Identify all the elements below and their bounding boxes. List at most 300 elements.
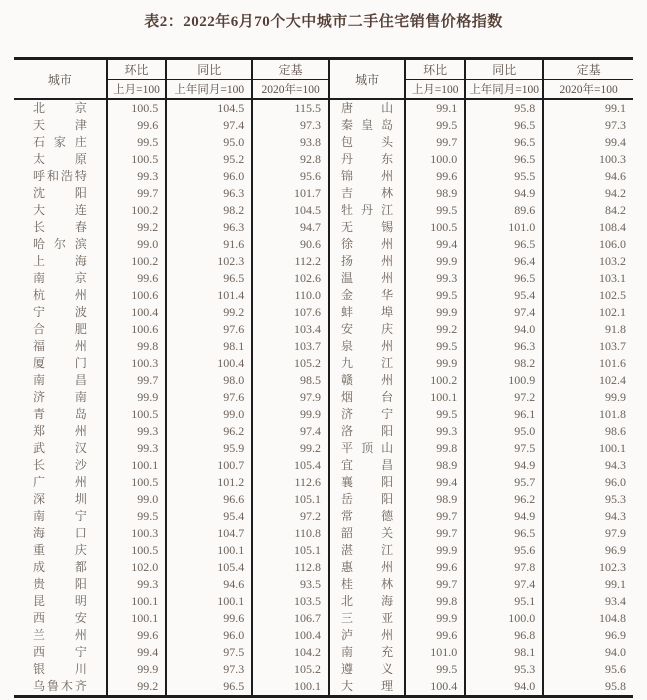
mom-cell-left: 99.6: [107, 270, 166, 287]
fixed-cell-right: 106.0: [543, 236, 633, 253]
city-cell-right: 锦州: [329, 168, 405, 185]
city-cell-right: 金华: [329, 287, 405, 304]
yoy-cell-right: 98.2: [465, 355, 543, 372]
table-row: [14, 338, 633, 355]
table-row: [14, 185, 633, 202]
mom-cell-right: 98.9: [405, 457, 465, 474]
yoy-cell-left: 96.3: [166, 185, 252, 202]
city-cell-right: 南充: [329, 644, 405, 661]
yoy-cell-left: 95.0: [166, 134, 252, 151]
fixed-cell-left: 104.2: [252, 644, 329, 661]
city-cell-left: 兰州: [33, 628, 87, 642]
yoy-cell-right: 95.6: [465, 542, 543, 559]
yoy-cell-right: 96.8: [465, 627, 543, 644]
city-cell-left: 厦门: [33, 356, 87, 370]
yoy-cell-right: 95.5: [465, 168, 543, 185]
mom-cell-right: 99.3: [405, 423, 465, 440]
city-cell-right: 遵义: [329, 661, 405, 678]
mom-cell-left: 99.5: [107, 508, 166, 525]
fixed-cell-right: 99.1: [543, 99, 633, 117]
table-header: [14, 59, 633, 100]
city-cell-right: 包头: [329, 134, 405, 151]
yoy-cell-right: 94.0: [465, 678, 543, 697]
yoy-cell-right: 89.6: [465, 202, 543, 219]
city-cell-right: 扬州: [329, 253, 405, 270]
city-cell-right: 惠州: [329, 559, 405, 576]
yoy-cell-right: 95.4: [465, 287, 543, 304]
city-cell-right: 常德: [329, 508, 405, 525]
table-row: [14, 236, 633, 253]
mom-cell-left: 99.2: [107, 219, 166, 236]
city-cell-right: 唐山: [329, 99, 405, 117]
city-cell-left: 贵阳: [33, 577, 87, 591]
mom-cell-right: 99.5: [405, 406, 465, 423]
yoy-cell-left: 98.1: [166, 338, 252, 355]
city-cell-left: 南京: [33, 271, 87, 285]
yoy-cell-left: 104.7: [166, 525, 252, 542]
fixed-cell-left: 98.5: [252, 372, 329, 389]
yoy-cell-left: 95.9: [166, 440, 252, 457]
yoy-cell-left: 96.6: [166, 491, 252, 508]
fixed-cell-right: 99.9: [543, 389, 633, 406]
yoy-cell-right: 98.1: [465, 644, 543, 661]
fixed-cell-right: 102.3: [543, 559, 633, 576]
yoy-cell-left: 100.4: [166, 355, 252, 372]
fixed-cell-right: 91.8: [543, 321, 633, 338]
mom-cell-right: 99.4: [405, 474, 465, 491]
yoy-cell-right: 95.3: [465, 661, 543, 678]
city-cell-left: 呼和浩特: [33, 169, 87, 183]
city-cell-right: 岳阳: [329, 491, 405, 508]
city-cell-left: 重庆: [33, 543, 87, 557]
yoy-cell-left: 105.4: [166, 559, 252, 576]
fixed-cell-right: 97.3: [543, 117, 633, 134]
yoy-cell-left: 97.4: [166, 117, 252, 134]
mom-cell-right: 99.5: [405, 117, 465, 134]
yoy-cell-right: 96.2: [465, 491, 543, 508]
mom-cell-left: 100.6: [107, 287, 166, 304]
yoy-cell-left: 97.5: [166, 644, 252, 661]
yoy-cell-left: 95.2: [166, 151, 252, 168]
city-cell-right: 平顶山: [329, 440, 405, 457]
mom-cell-right: 99.9: [405, 253, 465, 270]
yoy-cell-right: 96.5: [465, 236, 543, 253]
table-row: [14, 253, 633, 270]
city-cell-right: 宜昌: [329, 457, 405, 474]
fixed-cell-right: 95.8: [543, 678, 633, 697]
yoy-cell-right: 95.0: [465, 423, 543, 440]
mom-cell-left: 100.4: [107, 304, 166, 321]
city-cell-left: 南宁: [33, 509, 87, 523]
mom-cell-left: 99.2: [107, 678, 166, 697]
mom-cell-left: 99.8: [107, 338, 166, 355]
yoy-cell-right: 97.5: [465, 440, 543, 457]
yoy-cell-right: 100.0: [465, 610, 543, 627]
yoy-cell-right: 96.5: [465, 270, 543, 287]
fixed-cell-right: 104.8: [543, 610, 633, 627]
mom-cell-right: 99.7: [405, 576, 465, 593]
city-cell-left: 济南: [33, 390, 87, 404]
city-cell-left: 哈尔滨: [33, 237, 87, 251]
city-cell-left: 成都: [33, 560, 87, 574]
fixed-cell-right: 94.6: [543, 168, 633, 185]
yoy-cell-right: 97.8: [465, 559, 543, 576]
table-row: [14, 644, 633, 661]
fixed-cell-right: 94.3: [543, 457, 633, 474]
city-cell-left: 长春: [33, 220, 87, 234]
city-cell-right: 北海: [329, 593, 405, 610]
city-cell-right: 桂林: [329, 576, 405, 593]
fixed-cell-right: 102.5: [543, 287, 633, 304]
header-mom-right: 环比: [405, 59, 465, 80]
mom-cell-right: 100.5: [405, 219, 465, 236]
table-row: [14, 355, 633, 372]
city-cell-left: 杭州: [33, 288, 87, 302]
city-cell-left: 郑州: [33, 424, 87, 438]
fixed-cell-right: 100.3: [543, 151, 633, 168]
mom-cell-right: 99.9: [405, 304, 465, 321]
yoy-cell-right: 95.7: [465, 474, 543, 491]
fixed-cell-left: 93.5: [252, 576, 329, 593]
city-cell-left: 西安: [33, 611, 87, 625]
city-cell-right: 大理: [329, 678, 405, 697]
fixed-cell-right: 102.1: [543, 304, 633, 321]
mom-cell-right: 100.0: [405, 151, 465, 168]
mom-cell-left: 100.1: [107, 593, 166, 610]
fixed-cell-right: 99.4: [543, 134, 633, 151]
table-row: [14, 287, 633, 304]
table-row: [14, 474, 633, 491]
header-city-left: 城市: [14, 59, 107, 100]
yoy-cell-right: 95.1: [465, 593, 543, 610]
city-cell-right: 襄阳: [329, 474, 405, 491]
header-fixed-base-right: 2020年=100: [543, 80, 633, 100]
city-cell-right: 牡丹江: [329, 202, 405, 219]
fixed-cell-left: 99.2: [252, 440, 329, 457]
city-cell-left: 武汉: [33, 441, 87, 455]
yoy-cell-left: 98.2: [166, 202, 252, 219]
fixed-cell-right: 94.2: [543, 185, 633, 202]
city-cell-right: 安庆: [329, 321, 405, 338]
yoy-cell-left: 96.5: [166, 678, 252, 697]
mom-cell-right: 99.3: [405, 270, 465, 287]
city-cell-right: 洛阳: [329, 423, 405, 440]
yoy-cell-left: 96.5: [166, 270, 252, 287]
city-cell-right: 丹东: [329, 151, 405, 168]
table-row: [14, 542, 633, 559]
city-cell-left: 长沙: [33, 458, 87, 472]
fixed-cell-left: 103.7: [252, 338, 329, 355]
yoy-cell-right: 94.9: [465, 457, 543, 474]
fixed-cell-left: 110.8: [252, 525, 329, 542]
fixed-cell-right: 102.4: [543, 372, 633, 389]
mom-cell-left: 100.3: [107, 525, 166, 542]
fixed-cell-right: 103.2: [543, 253, 633, 270]
yoy-cell-right: 96.4: [465, 253, 543, 270]
table-body: [14, 99, 633, 697]
city-cell-right: 泉州: [329, 338, 405, 355]
yoy-cell-left: 96.2: [166, 423, 252, 440]
price-index-table: [14, 57, 633, 698]
mom-cell-left: 100.5: [107, 474, 166, 491]
city-cell-left: 宁波: [33, 305, 87, 319]
city-cell-left: 太原: [33, 152, 87, 166]
fixed-cell-left: 97.3: [252, 117, 329, 134]
yoy-cell-left: 97.6: [166, 389, 252, 406]
yoy-cell-left: 99.0: [166, 406, 252, 423]
header-yoy-left: 同比: [166, 59, 252, 80]
yoy-cell-left: 94.6: [166, 576, 252, 593]
city-cell-left: 广州: [33, 475, 87, 489]
fixed-cell-left: 101.7: [252, 185, 329, 202]
header-fixed-base-left: 2020年=100: [252, 80, 329, 100]
city-cell-left: 大连: [33, 203, 87, 217]
table-row: [14, 134, 633, 151]
city-cell-right: 无锡: [329, 219, 405, 236]
table-row: [14, 508, 633, 525]
header-mom-base-right: 上月=100: [405, 80, 465, 100]
city-cell-right: 蚌埠: [329, 304, 405, 321]
city-cell-left: 青岛: [33, 407, 87, 421]
mom-cell-left: 100.2: [107, 253, 166, 270]
city-cell-right: 吉林: [329, 185, 405, 202]
table-row: [14, 559, 633, 576]
city-cell-right: 韶关: [329, 525, 405, 542]
fixed-cell-left: 102.6: [252, 270, 329, 287]
table-row: [14, 202, 633, 219]
fixed-cell-left: 93.8: [252, 134, 329, 151]
mom-cell-right: 98.9: [405, 491, 465, 508]
yoy-cell-right: 94.9: [465, 185, 543, 202]
fixed-cell-left: 97.9: [252, 389, 329, 406]
mom-cell-right: 99.5: [405, 338, 465, 355]
fixed-cell-right: 99.1: [543, 576, 633, 593]
city-cell-right: 烟台: [329, 389, 405, 406]
table-row: [14, 440, 633, 457]
mom-cell-left: 99.6: [107, 117, 166, 134]
mom-cell-left: 102.0: [107, 559, 166, 576]
yoy-cell-right: 96.5: [465, 151, 543, 168]
yoy-cell-left: 101.2: [166, 474, 252, 491]
yoy-cell-right: 96.1: [465, 406, 543, 423]
mom-cell-left: 99.4: [107, 644, 166, 661]
mom-cell-right: 100.2: [405, 372, 465, 389]
city-cell-left: 昆明: [33, 594, 87, 608]
mom-cell-left: 99.3: [107, 440, 166, 457]
yoy-cell-right: 96.5: [465, 525, 543, 542]
city-cell-right: 湛江: [329, 542, 405, 559]
mom-cell-left: 99.6: [107, 627, 166, 644]
fixed-cell-left: 100.1: [252, 678, 329, 697]
mom-cell-right: 99.7: [405, 525, 465, 542]
header-mom-base-left: 上月=100: [107, 80, 166, 100]
table-row: [14, 593, 633, 610]
yoy-cell-left: 97.6: [166, 321, 252, 338]
fixed-cell-left: 90.6: [252, 236, 329, 253]
yoy-cell-left: 101.4: [166, 287, 252, 304]
fixed-cell-left: 105.2: [252, 355, 329, 372]
yoy-cell-right: 96.5: [465, 134, 543, 151]
fixed-cell-right: 93.4: [543, 593, 633, 610]
table-row: [14, 576, 633, 593]
mom-cell-right: 99.2: [405, 321, 465, 338]
mom-cell-left: 99.3: [107, 576, 166, 593]
city-cell-right: 三亚: [329, 610, 405, 627]
mom-cell-right: 99.5: [405, 202, 465, 219]
yoy-cell-left: 100.7: [166, 457, 252, 474]
mom-cell-left: 99.9: [107, 389, 166, 406]
mom-cell-right: 99.6: [405, 559, 465, 576]
fixed-cell-right: 96.9: [543, 542, 633, 559]
fixed-cell-left: 92.8: [252, 151, 329, 168]
table-row: [14, 406, 633, 423]
city-cell-left: 深圳: [33, 492, 87, 506]
yoy-cell-left: 96.0: [166, 627, 252, 644]
mom-cell-left: 100.5: [107, 151, 166, 168]
table-row: [14, 423, 633, 440]
fixed-cell-left: 112.2: [252, 253, 329, 270]
fixed-cell-left: 105.1: [252, 542, 329, 559]
table-row: [14, 321, 633, 338]
mom-cell-left: 100.6: [107, 321, 166, 338]
yoy-cell-left: 96.0: [166, 168, 252, 185]
mom-cell-right: 99.9: [405, 355, 465, 372]
mom-cell-right: 101.0: [405, 644, 465, 661]
table-row: [14, 304, 633, 321]
mom-cell-right: 99.7: [405, 134, 465, 151]
fixed-cell-right: 84.2: [543, 202, 633, 219]
city-cell-left: 北京: [33, 101, 87, 115]
table-row: [14, 491, 633, 508]
mom-cell-right: 99.9: [405, 610, 465, 627]
yoy-cell-right: 94.0: [465, 321, 543, 338]
fixed-cell-left: 99.9: [252, 406, 329, 423]
fixed-cell-left: 105.2: [252, 661, 329, 678]
mom-cell-right: 99.6: [405, 168, 465, 185]
yoy-cell-right: 96.3: [465, 338, 543, 355]
page-title: 表2：2022年6月70个大中城市二手住宅销售价格指数: [144, 14, 503, 30]
fixed-cell-right: 101.6: [543, 355, 633, 372]
city-cell-right: 济宁: [329, 406, 405, 423]
yoy-cell-left: 100.1: [166, 593, 252, 610]
city-cell-left: 天津: [33, 118, 87, 132]
mom-cell-right: 99.6: [405, 627, 465, 644]
yoy-cell-left: 97.3: [166, 661, 252, 678]
table-row: [14, 678, 633, 697]
fixed-cell-left: 115.5: [252, 99, 329, 117]
table-row: [14, 389, 633, 406]
fixed-cell-left: 103.4: [252, 321, 329, 338]
mom-cell-right: 99.5: [405, 661, 465, 678]
city-cell-right: 九江: [329, 355, 405, 372]
yoy-cell-left: 99.2: [166, 304, 252, 321]
city-cell-right: 徐州: [329, 236, 405, 253]
mom-cell-left: 100.3: [107, 355, 166, 372]
fixed-cell-left: 112.8: [252, 559, 329, 576]
fixed-cell-left: 106.7: [252, 610, 329, 627]
mom-cell-right: 98.9: [405, 185, 465, 202]
yoy-cell-left: 102.3: [166, 253, 252, 270]
fixed-cell-right: 97.9: [543, 525, 633, 542]
fixed-cell-right: 108.4: [543, 219, 633, 236]
city-cell-right: 秦皇岛: [329, 117, 405, 134]
fixed-cell-right: 100.1: [543, 440, 633, 457]
mom-cell-left: 100.1: [107, 610, 166, 627]
yoy-cell-left: 96.3: [166, 219, 252, 236]
city-cell-left: 沈阳: [33, 186, 87, 200]
mom-cell-left: 100.5: [107, 406, 166, 423]
fixed-cell-left: 94.7: [252, 219, 329, 236]
yoy-cell-left: 104.5: [166, 99, 252, 117]
yoy-cell-right: 95.8: [465, 99, 543, 117]
table-row: [14, 151, 633, 168]
fixed-cell-left: 112.6: [252, 474, 329, 491]
fixed-cell-right: 96.0: [543, 474, 633, 491]
table-row: [14, 661, 633, 678]
mom-cell-right: 99.4: [405, 236, 465, 253]
yoy-cell-right: 101.0: [465, 219, 543, 236]
table-row: [14, 457, 633, 474]
table-row: [14, 117, 633, 134]
fixed-cell-left: 105.4: [252, 457, 329, 474]
fixed-cell-right: 95.6: [543, 661, 633, 678]
city-cell-left: 石家庄: [33, 135, 87, 149]
header-fixed-right: 定基: [543, 59, 633, 80]
table-row: [14, 610, 633, 627]
city-cell-left: 南昌: [33, 373, 87, 387]
city-cell-left: 上海: [33, 254, 87, 268]
yoy-cell-right: 100.9: [465, 372, 543, 389]
mom-cell-left: 99.5: [107, 134, 166, 151]
header-yoy-base-right: 上年同月=100: [465, 80, 543, 100]
fixed-cell-right: 103.7: [543, 338, 633, 355]
table-row: [14, 627, 633, 644]
yoy-cell-right: 97.4: [465, 576, 543, 593]
yoy-cell-left: 98.0: [166, 372, 252, 389]
table-row: [14, 219, 633, 236]
city-cell-left: 合肥: [33, 322, 87, 336]
yoy-cell-left: 100.1: [166, 542, 252, 559]
yoy-cell-right: 97.2: [465, 389, 543, 406]
mom-cell-right: 99.8: [405, 440, 465, 457]
fixed-cell-left: 95.6: [252, 168, 329, 185]
yoy-cell-left: 91.6: [166, 236, 252, 253]
city-cell-right: 赣州: [329, 372, 405, 389]
fixed-cell-right: 95.3: [543, 491, 633, 508]
fixed-cell-left: 100.4: [252, 627, 329, 644]
mom-cell-left: 99.0: [107, 236, 166, 253]
city-cell-right: 泸州: [329, 627, 405, 644]
yoy-cell-left: 95.4: [166, 508, 252, 525]
fixed-cell-left: 107.6: [252, 304, 329, 321]
mom-cell-left: 100.5: [107, 542, 166, 559]
table-row: [14, 168, 633, 185]
fixed-cell-left: 110.0: [252, 287, 329, 304]
mom-cell-left: 100.1: [107, 457, 166, 474]
header-fixed-left: 定基: [252, 59, 329, 80]
table-row: [14, 372, 633, 389]
fixed-cell-right: 96.9: [543, 627, 633, 644]
mom-cell-right: 99.7: [405, 508, 465, 525]
mom-cell-left: 99.3: [107, 168, 166, 185]
yoy-cell-right: 97.4: [465, 304, 543, 321]
mom-cell-right: 99.8: [405, 593, 465, 610]
mom-cell-left: 99.0: [107, 491, 166, 508]
mom-cell-right: 100.1: [405, 389, 465, 406]
mom-cell-left: 100.5: [107, 99, 166, 117]
mom-cell-left: 100.2: [107, 202, 166, 219]
header-city-right: 城市: [329, 59, 405, 100]
